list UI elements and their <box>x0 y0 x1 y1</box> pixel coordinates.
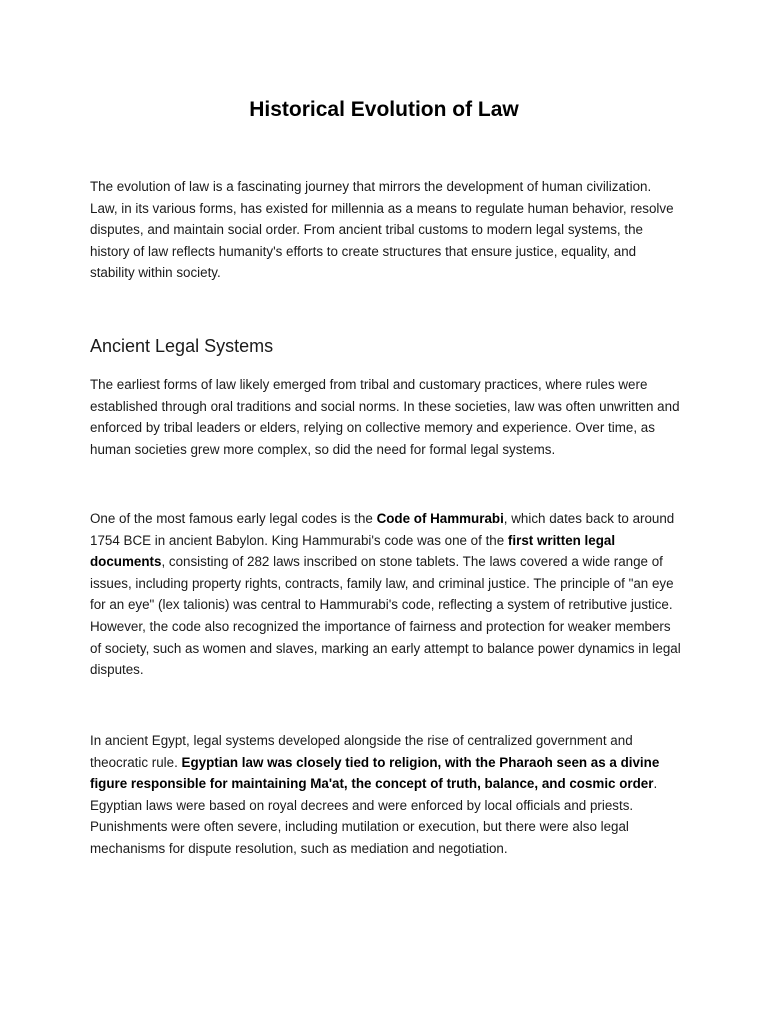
document-title: Historical Evolution of Law <box>249 98 519 121</box>
egypt-paragraph <box>90 730 682 860</box>
hammurabi-text-1: One of the most famous early legal codes is the <box>90 511 377 526</box>
intro-paragraph: The evolution of law is a fascinating journey that mirrors the development of human civilization. Law, in its various forms, has existed for millennia as a means to regulate human behavior, resolve disputes, and maintain social order. From ancient tribal customs to modern legal systems, the history of law reflects humanity's efforts to create structures that ensure justice, equality, and stability within society. <box>90 179 674 281</box>
first-written-documents-emphasis: first written legal documents <box>90 532 616 570</box>
section-heading: Ancient Legal Systems <box>90 336 274 356</box>
hammurabi-text-3: , consisting of 282 laws inscribed on stone tablets. The laws covered a wide range of issues, including property rights, contracts, family law, and criminal justice. The principle of "an eye for an eye" (lex talionis) was central to Hammurabi's code, reflecting a system of retributive justice. However, the code also recognized the importance of fairness and protection for weaker members of society, such as women and slaves, marking an early attempt to balance power dynamics in legal disputes. <box>90 554 681 678</box>
egypt-text-1: In ancient Egypt, legal systems developed alongside the rise of centralized government and theocratic rule. <box>90 733 633 770</box>
egypt-text-2: . Egyptian laws were based on royal decrees and were enforced by local officials and priests. Punishments were often severe, including mutilation or execution, but there were also legal mechanisms for dispute resolution, such as mediation and negotiation. <box>90 776 658 856</box>
hammurabi-text-2: , which dates back to around 1754 BCE in ancient Babylon. King Hammurabi's code was one of the <box>90 511 675 548</box>
egypt-religion-emphasis: Egyptian law was closely tied to religion, with the Pharaoh seen as a divine figure responsible for maintaining Ma'at, the concept of truth, balance, and cosmic order <box>90 754 660 792</box>
earliest-forms-paragraph: The earliest forms of law likely emerged from tribal and customary practices, where rules were established through oral traditions and social norms. In these societies, law was often unwritten and enforced by tribal leaders or elders, relying on collective memory and experience. Over time, as human societies grew more complex, so did the need for formal legal systems. <box>90 377 680 457</box>
hammurabi-code-emphasis: Code of Hammurabi <box>376 511 504 526</box>
hammurabi-paragraph <box>90 508 682 681</box>
